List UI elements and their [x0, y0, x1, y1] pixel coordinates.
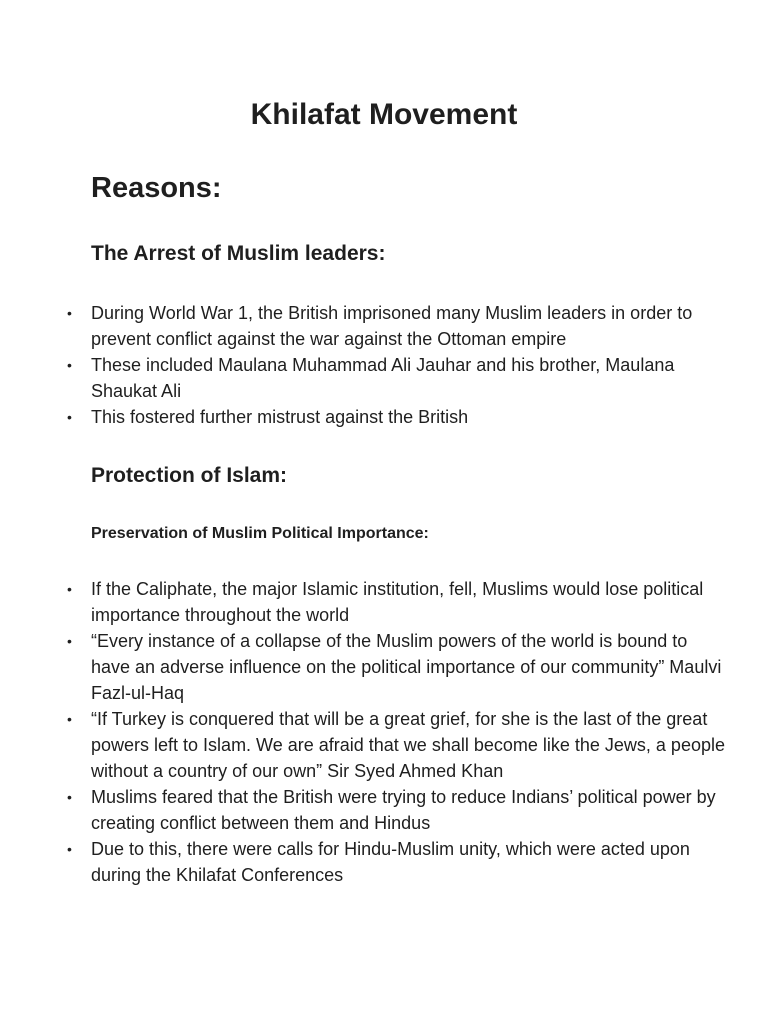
- protection-bullet-list: [60, 576, 731, 888]
- list-item-text: This fostered further mistrust against the British: [91, 407, 469, 427]
- bullet-icon: •: [67, 581, 72, 597]
- list-item-text: “Every instance of a collapse of the Muslim powers of the world is bound to have an adverse influence on the political importance of our community” Maulvi Fazl-ul-Haq: [91, 631, 722, 703]
- bullet-icon: •: [67, 305, 72, 321]
- document-title: Khilafat Movement: [250, 98, 518, 131]
- list-item: [67, 836, 731, 888]
- list-item: [67, 404, 731, 430]
- list-item-text: If the Caliphate, the major Islamic institution, fell, Muslims would lose political importance throughout the world: [91, 579, 704, 625]
- heading-preservation-of-importance: Preservation of Muslim Political Importance:: [91, 525, 429, 542]
- list-item: [67, 628, 731, 706]
- list-item-text: These included Maulana Muhammad Ali Jauhar and his brother, Maulana Shaukat Ali: [91, 355, 675, 401]
- list-item-text: During World War 1, the British imprisoned many Muslim leaders in order to prevent conflict against the war against the Ottoman empire: [91, 303, 693, 349]
- bullet-icon: •: [67, 357, 72, 373]
- bullet-icon: •: [67, 789, 72, 805]
- bullet-icon: •: [67, 711, 72, 727]
- heading-arrest-of-leaders: The Arrest of Muslim leaders:: [91, 242, 386, 265]
- bullet-icon: •: [67, 633, 72, 649]
- list-item: [67, 352, 731, 404]
- bullet-icon: •: [67, 409, 72, 425]
- list-item: [67, 706, 731, 784]
- list-item-text: “If Turkey is conquered that will be a great grief, for she is the last of the great powers left to Islam. We are afraid that we shall become like the Jews, a people without a country of our own” Sir Syed Ahmed Khan: [91, 709, 725, 781]
- list-item: [67, 576, 731, 628]
- list-item-text: Muslims feared that the British were trying to reduce Indians’ political power by creating conflict between them and Hindus: [91, 787, 716, 833]
- list-item-text: Due to this, there were calls for Hindu-Muslim unity, which were acted upon during the Khilafat Conferences: [91, 839, 690, 885]
- list-item: [67, 784, 731, 836]
- heading-protection-of-islam: Protection of Islam:: [91, 464, 288, 487]
- arrest-bullet-list: [60, 300, 731, 430]
- bullet-icon: •: [67, 841, 72, 857]
- list-item: [67, 300, 731, 352]
- section-heading-reasons: Reasons:: [91, 172, 222, 204]
